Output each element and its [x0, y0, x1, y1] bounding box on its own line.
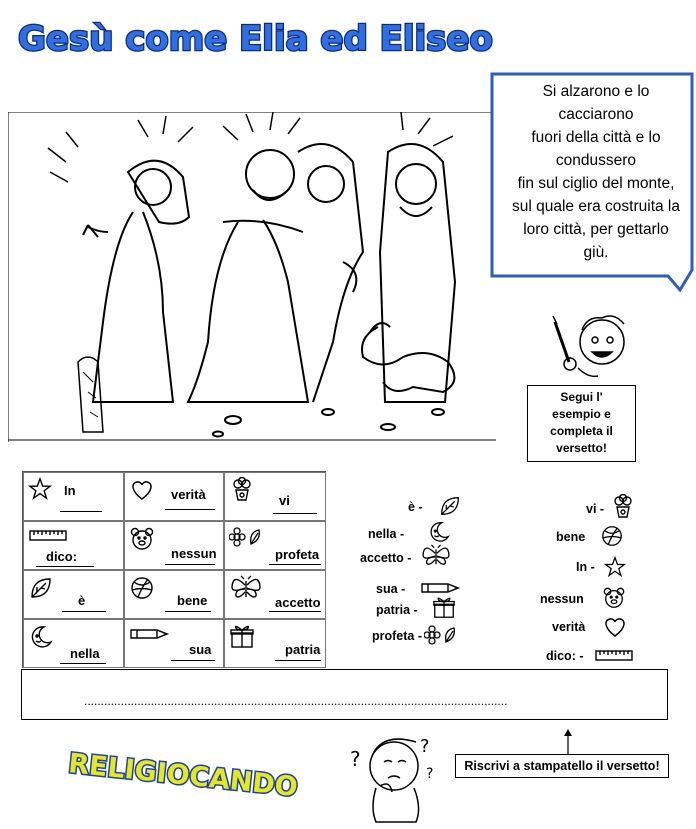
flowers-icon [424, 624, 458, 646]
grid-cell [224, 472, 326, 521]
svg-text:?: ? [350, 747, 361, 771]
moon-icon [427, 520, 451, 544]
grid-cell [23, 570, 124, 619]
grid-cell [224, 521, 326, 570]
ball-icon [129, 575, 155, 601]
grid-word: patria [285, 642, 321, 657]
grid-cell [23, 619, 124, 668]
leaf-icon [28, 575, 54, 601]
page-title [14, 12, 654, 62]
grid-cell [224, 570, 326, 619]
verse-line: fuori della città e lo [531, 129, 661, 146]
grid-cell [23, 521, 124, 570]
flower-pot-icon [610, 494, 636, 520]
religiocando-logo [64, 748, 300, 800]
thinking-kid-illustration [348, 726, 442, 824]
star-icon [28, 477, 52, 501]
grid-word: verità [171, 487, 206, 502]
grid-cell [124, 570, 224, 619]
instruction-box [527, 385, 636, 462]
key-word: sua - [376, 582, 406, 596]
heart-icon [129, 477, 155, 503]
key-word: patria - [376, 603, 418, 617]
answer-box[interactable] [21, 669, 668, 720]
verse-line: cacciarono [558, 106, 634, 123]
verse-line: condussero [555, 152, 637, 169]
key-word: nessun [540, 592, 584, 606]
grid-word: profeta [275, 547, 320, 562]
grid-cell [23, 472, 124, 521]
instruction-line: versetto! [556, 441, 607, 455]
grid-word: accetto [275, 595, 321, 610]
key-word: verità [552, 620, 586, 634]
kid-with-pencil-illustration [540, 312, 640, 386]
instruction-line: Segui l' [560, 390, 603, 404]
grid-word: dico: [46, 549, 78, 564]
page-title-text: Gesù come Elia ed Eliseo [18, 19, 493, 59]
key-list-right [530, 490, 650, 670]
grid-word: è [78, 593, 86, 608]
star-icon [604, 556, 626, 578]
svg-text:?: ? [420, 736, 430, 757]
verse-text [500, 80, 692, 264]
grid-cell [124, 472, 224, 521]
flowers-icon [229, 526, 263, 548]
word-icon-grid [22, 471, 326, 668]
key-word: dico: - [546, 649, 584, 663]
grid-word: sua [189, 642, 212, 657]
instruction-line: esempio e [552, 407, 611, 421]
key-word: accetto - [360, 551, 412, 565]
grid-word: nella [70, 646, 100, 661]
rewrite-instruction-box: Riscrivi a stampatello il versetto! [455, 754, 669, 778]
key-word: In - [576, 560, 595, 574]
pencil-icon [129, 624, 169, 644]
grid-word: nessun [171, 546, 217, 561]
key-word: vi - [586, 502, 605, 516]
verse-line: fin sul ciglio del monte, [517, 175, 675, 192]
moon-icon [28, 624, 54, 650]
heart-icon [602, 614, 628, 640]
answer-line: ............................................................................................................................... [84, 694, 508, 708]
teddy-bear-icon [129, 526, 155, 552]
key-list-left [350, 490, 470, 650]
key-word: bene [556, 530, 586, 544]
grid-cell [124, 619, 224, 668]
key-word: è - [408, 500, 423, 514]
butterfly-icon [420, 544, 452, 568]
grid-word: In [64, 483, 76, 498]
verse-line: sul quale era costruita la [511, 198, 680, 215]
pencil-icon [420, 578, 460, 598]
key-word: nella - [368, 527, 405, 541]
verse-line: giù. [583, 244, 609, 261]
butterfly-icon [229, 575, 263, 601]
flower-pot-icon [229, 477, 255, 503]
grid-word: bene [177, 593, 208, 608]
verse-line: loro città, per gettarlo [523, 221, 669, 238]
leaf-icon [438, 494, 462, 518]
verse-speech-bubble [490, 72, 694, 298]
svg-text:?: ? [426, 766, 434, 782]
instruction-line: completa il [550, 424, 613, 438]
teddy-bear-icon [602, 586, 626, 610]
grid-cell [224, 619, 326, 668]
grid-cell [124, 521, 224, 570]
verse-line: Si alzarono e lo [542, 83, 650, 100]
ball-icon [600, 524, 624, 548]
up-arrow-icon [560, 728, 576, 756]
gift-icon [229, 624, 255, 650]
ruler-icon [28, 526, 68, 546]
ruler-icon [592, 646, 636, 666]
grid-word: vi [279, 493, 290, 508]
gift-icon [432, 596, 456, 620]
jesus-scene-illustration [8, 112, 496, 442]
key-word: profeta - [372, 629, 423, 643]
logo-text: RELIGIOCANDO [66, 748, 300, 800]
